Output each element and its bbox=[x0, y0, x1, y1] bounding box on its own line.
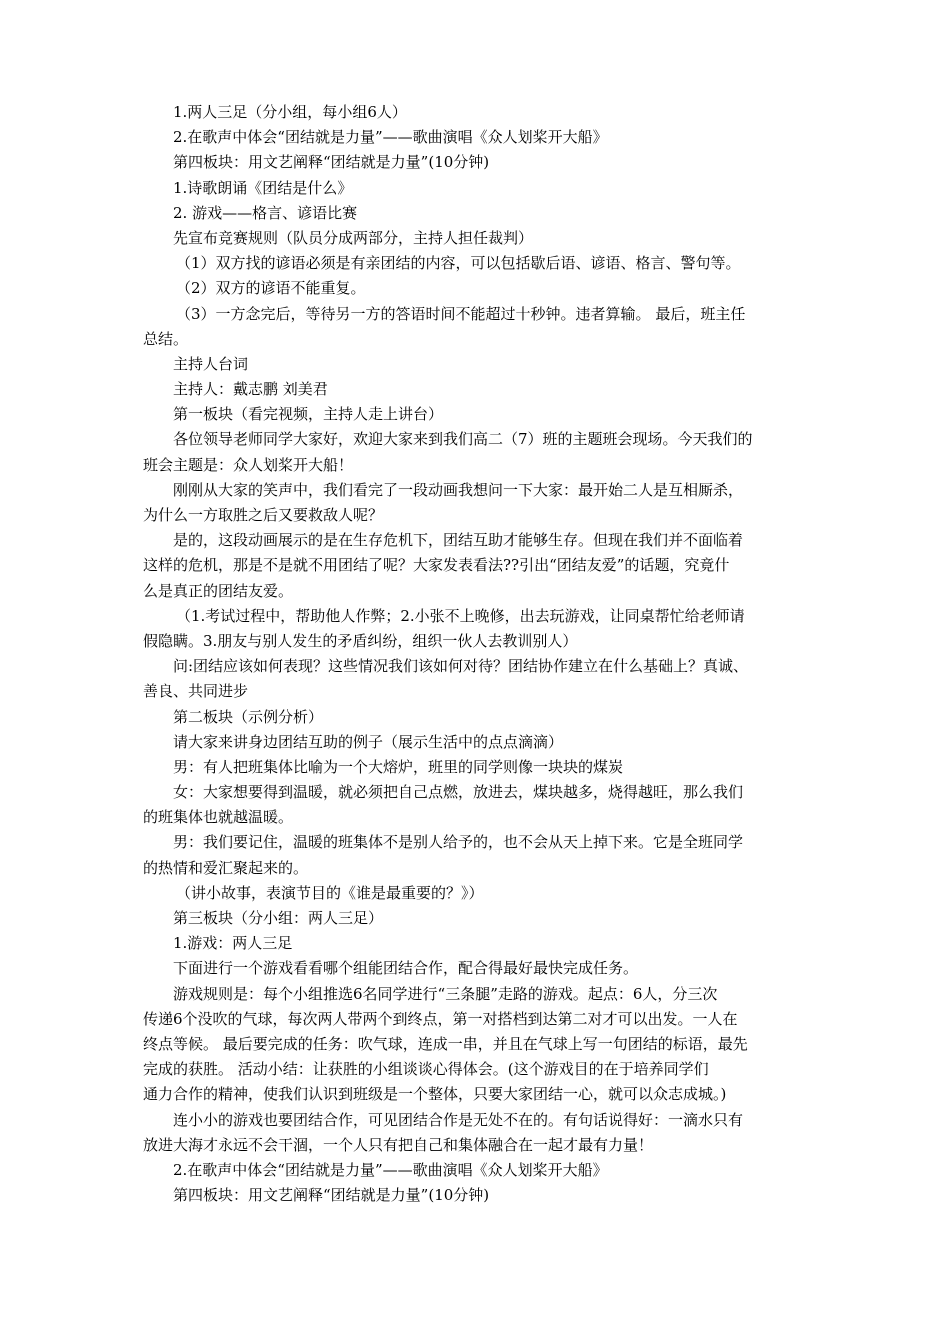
text-line: 游戏规则是：每个小组推选6名同学进行“三条腿”走路的游戏。起点：6人，分三次 bbox=[173, 984, 718, 1003]
text-line: 先宣布竞赛规则（队员分成两部分，主持人担任裁判） bbox=[173, 228, 534, 247]
text-line: 假隐瞒。3.朋友与别人发生的矛盾纠纷，组织一伙人去教训别人） bbox=[143, 631, 578, 650]
text-line: 2.在歌声中体会“团结就是力量”——歌曲演唱《众人划桨开大船》 bbox=[173, 1160, 608, 1179]
text-line: 的热情和爱汇聚起来的。 bbox=[143, 858, 309, 877]
text-line: （2）双方的谚语不能重复。 bbox=[176, 279, 366, 298]
text-line: 传递6个没吹的气球，每次两人带两个到终点，第一对搭档到达第二对才可以出发。一人在 bbox=[143, 1009, 738, 1028]
text-line: 这样的危机，那是不是就不用团结了呢？大家发表看法??引出“团结友爱”的话题，究竟什 bbox=[143, 556, 730, 575]
text-line: （1）双方找的谚语必须是有亲团结的内容，可以包括歇后语、谚语、格言、警句等。 bbox=[176, 254, 741, 273]
text-line: 放进大海才永远不会干涸，一个人只有把自己和集体融合在一起才最有力量！ bbox=[143, 1135, 654, 1154]
text-line: 第四板块：用文艺阐释“团结就是力量”(10分钟) bbox=[173, 153, 490, 172]
text-line: （1.考试过程中，帮助他人作弊；2.小张不上晚修，出去玩游戏，让同桌帮忙给老师请 bbox=[176, 606, 745, 625]
text-line: 2.在歌声中体会“团结就是力量”——歌曲演唱《众人划桨开大船》 bbox=[173, 128, 608, 147]
text-line: 的班集体也就越温暖。 bbox=[143, 808, 294, 827]
text-line: 善良、共同进步 bbox=[143, 682, 249, 701]
text-line: 完成的获胜。 活动小结：让获胜的小组谈谈心得体会。(这个游戏目的在于培养同学们 bbox=[143, 1060, 709, 1079]
text-line: 2. 游戏——格言、谚语比赛 bbox=[173, 203, 358, 222]
text-line: 问:团结应该如何表现？这些情况我们该如何对待？团结协作建立在什么基础上？真诚、 bbox=[173, 657, 749, 676]
text-line: 1.诗歌朗诵《团结是什么》 bbox=[173, 178, 353, 197]
text-line: 刚刚从大家的笑声中，我们看完了一段动画我想问一下大家：最开始二人是互相厮杀， bbox=[173, 480, 744, 499]
text-line: 1.游戏：两人三足 bbox=[173, 934, 293, 953]
text-line: 终点等候。 最后要完成的任务：吹气球，连成一串，并且在气球上写一句团结的标语，最先 bbox=[143, 1034, 748, 1053]
text-line: 是的，这段动画展示的是在生存危机下，团结互助才能够生存。但现在我们并不面临着 bbox=[173, 531, 744, 550]
text-line: 连小小的游戏也要团结合作，可见团结合作是无处不在的。有句话说得好：一滴水只有 bbox=[173, 1110, 744, 1129]
text-line: 男：我们要记住，温暖的班集体不是别人给予的，也不会从天上掉下来。它是全班同学 bbox=[173, 833, 744, 852]
text-line: 各位领导老师同学大家好，欢迎大家来到我们高二（7）班的主题班会现场。今天我们的 bbox=[173, 430, 753, 449]
text-line: （讲小故事，表演节目的《谁是最重要的？》） bbox=[176, 883, 484, 902]
text-line: 班会主题是：众人划桨开大船！ bbox=[143, 455, 354, 474]
text-line: 下面进行一个游戏看看哪个组能团结合作，配合得最好最快完成任务。 bbox=[173, 959, 639, 978]
text-line: 主持人台词 bbox=[173, 354, 249, 373]
text-line: 第四板块：用文艺阐释“团结就是力量”(10分钟) bbox=[173, 1186, 490, 1205]
text-line: 第二板块（示例分析） bbox=[173, 707, 324, 726]
text-line: 总结。 bbox=[143, 329, 189, 348]
text-line: 1.两人三足（分小组，每小组6人） bbox=[173, 103, 407, 121]
text-line: 女：大家想要得到温暖，就必须把自己点燃，放进去，煤块越多，烧得越旺，那么我们 bbox=[173, 783, 744, 802]
text-line: 通力合作的精神，使我们认识到班级是一个整体，只要大家团结一心，就可以众志成城。) bbox=[143, 1085, 727, 1104]
text-line: 为什么一方取胜之后又要救敌人呢？ bbox=[143, 506, 384, 524]
document-body bbox=[143, 100, 815, 1208]
text-line: 第一板块（看完视频，主持人走上讲台） bbox=[173, 405, 444, 424]
text-line: 请大家来讲身边团结互助的例子（展示生活中的点点滴滴） bbox=[173, 732, 564, 751]
text-line: 主持人：戴志鹏 刘美君 bbox=[173, 380, 328, 399]
text-line: 么是真正的团结友爱。 bbox=[143, 581, 294, 600]
text-line: （3）一方念完后，等待另一方的答语时间不能超过十秒钟。违者算输。 最后，班主任 bbox=[176, 304, 746, 323]
text-line: 男：有人把班集体比喻为一个大熔炉，班里的同学则像一块块的煤炭 bbox=[173, 757, 624, 776]
text-line: 第三板块（分小组：两人三足） bbox=[173, 909, 384, 927]
